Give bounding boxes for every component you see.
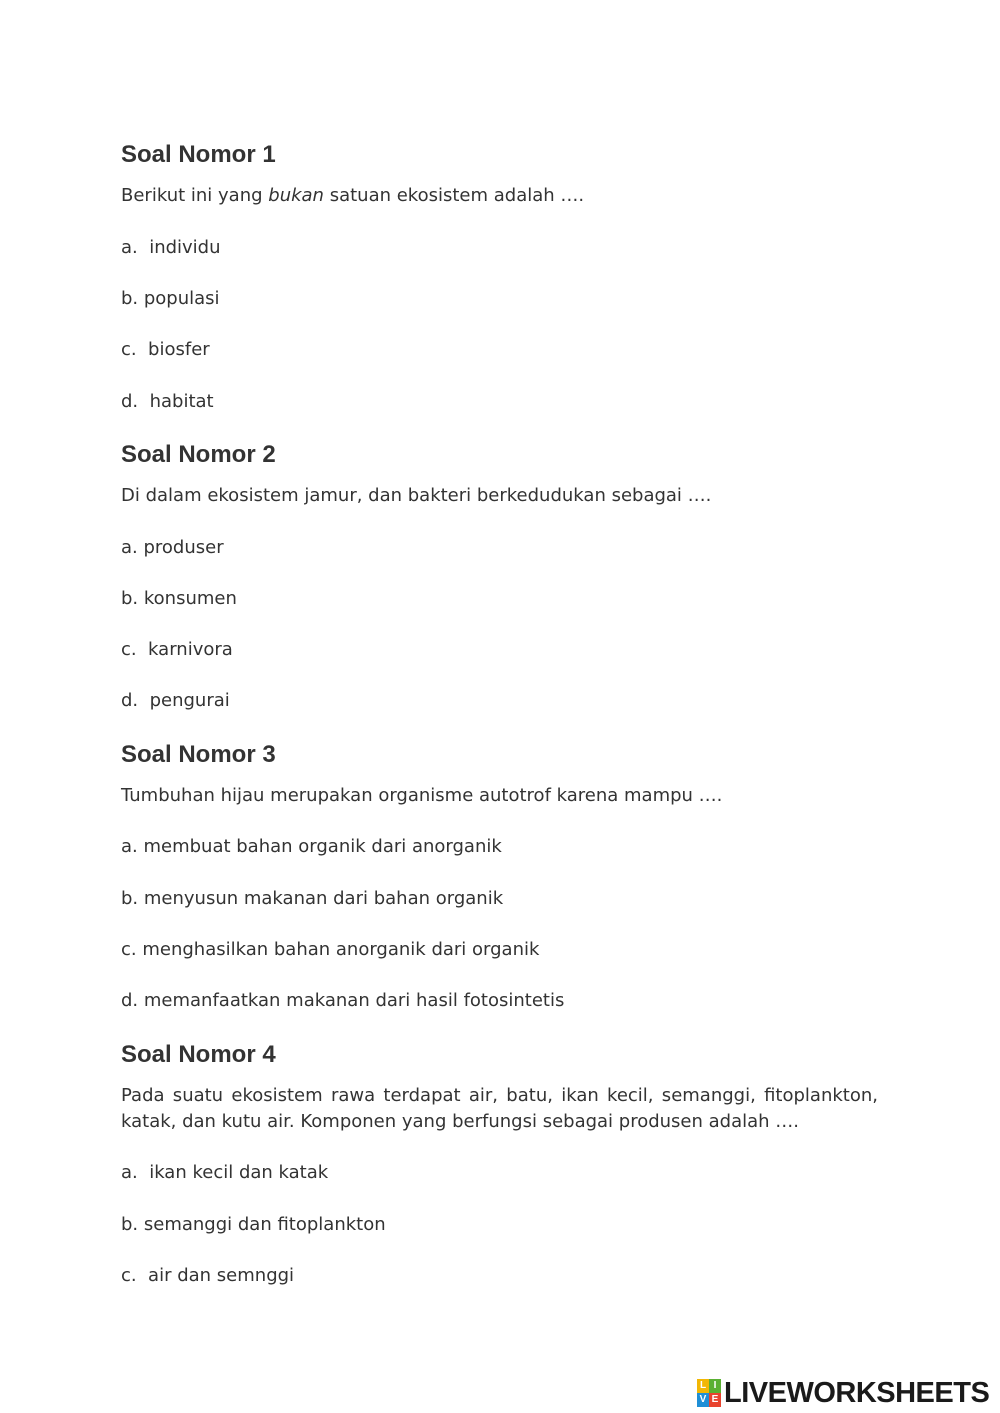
question-2-title: Soal Nomor 2 [121,441,276,468]
question-2-prompt: Di dalam ekosistem jamur, dan bakteri berkedudukan sebagai …. [121,485,712,506]
question-1-option-d[interactable]: d. habitat [121,391,214,412]
question-3-title: Soal Nomor 3 [121,741,276,768]
question-1-prompt-start: Berikut ini yang [121,185,269,206]
question-1-title: Soal Nomor 1 [121,141,276,168]
question-1-option-c[interactable]: c. biosfer [121,339,210,360]
question-1-prompt-emphasis: bukan [268,185,324,206]
liveworksheets-wordmark: LIVEWORKSHEETS [724,1377,990,1409]
mark-letter-i: I [709,1379,721,1393]
question-3-prompt: Tumbuhan hijau merupakan organisme autotrof karena mampu …. [121,785,723,806]
question-2-option-c[interactable]: c. karnivora [121,639,233,660]
question-1-option-a[interactable]: a. individu [121,237,221,258]
liveworksheets-mark-icon [697,1379,721,1407]
question-3-option-a[interactable]: a. membuat bahan organik dari anorganik [121,836,502,857]
question-3-option-b[interactable]: b. menyusun makanan dari bahan organik [121,888,504,909]
question-1-prompt [121,183,584,209]
question-2-option-a[interactable]: a. produser [121,537,224,558]
mark-letter-e: E [709,1393,721,1407]
liveworksheets-logo[interactable] [697,1377,989,1409]
question-3-option-d[interactable]: d. memanfaatkan makanan dari hasil fotosintetis [121,990,565,1011]
question-4-option-a[interactable]: a. ikan kecil dan katak [121,1162,329,1183]
question-4-option-b[interactable]: b. semanggi dan fitoplankton [121,1214,386,1235]
question-4-title: Soal Nomor 4 [121,1041,276,1068]
question-3-option-c[interactable]: c. menghasilkan bahan anorganik dari organik [121,939,540,960]
mark-letter-l: L [697,1379,709,1393]
question-4-option-c[interactable]: c. air dan semnggi [121,1265,295,1286]
question-4-prompt: Pada suatu ekosistem rawa terdapat air, batu, ikan kecil, semanggi, fitoplankton, katak, dan kutu air. Komponen yang berfungsi sebagai produsen adalah …. [121,1085,878,1132]
mark-letter-v: V [697,1393,709,1407]
question-1-prompt-end: satuan ekosistem adalah …. [323,185,585,206]
question-2-option-b[interactable]: b. konsumen [121,588,237,609]
question-2-option-d[interactable]: d. pengurai [121,690,230,711]
question-1-option-b[interactable]: b. populasi [121,288,220,309]
